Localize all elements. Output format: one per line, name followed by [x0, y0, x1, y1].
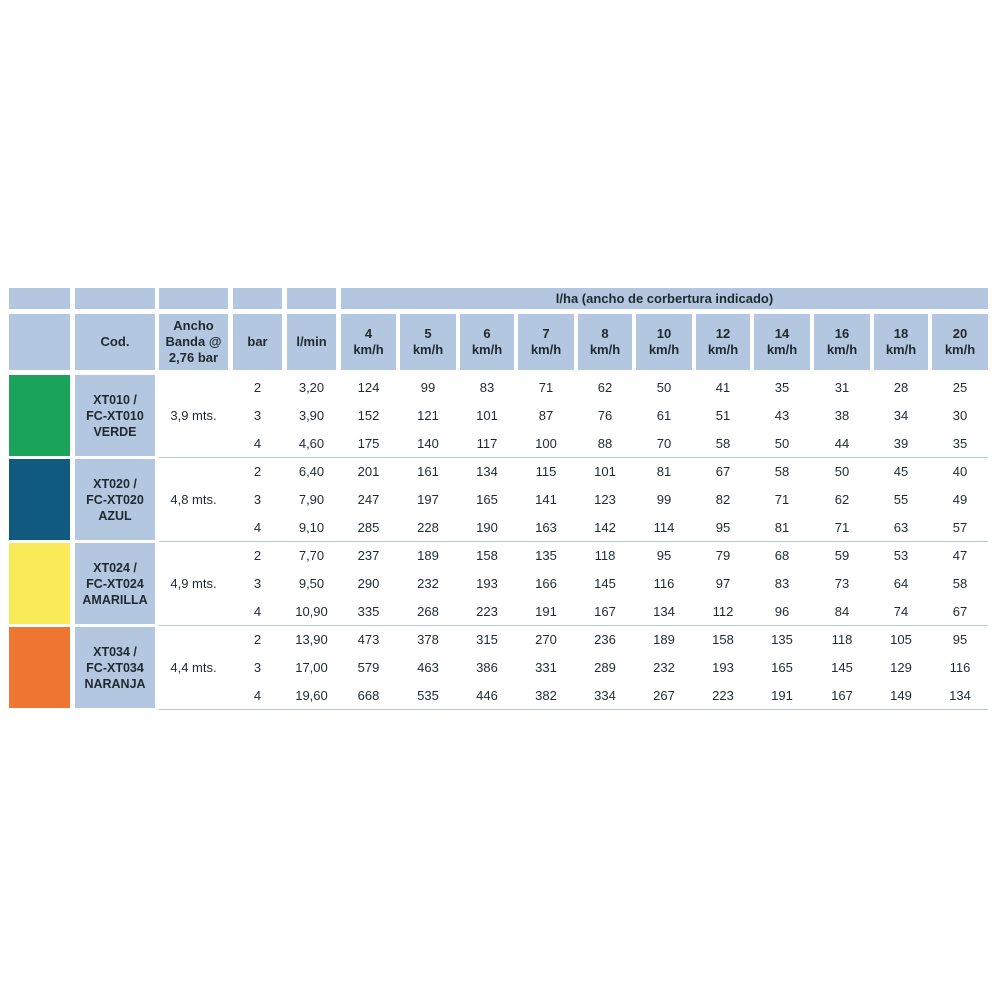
rate-value: 35	[952, 435, 968, 451]
rate-value: 38	[834, 407, 850, 423]
rate-value: 40	[952, 463, 968, 479]
band-width: 4,8 mts.	[170, 492, 217, 507]
rate-value: 58	[774, 463, 790, 479]
header-blank-cell	[287, 288, 336, 309]
color-swatch	[9, 375, 70, 456]
rate-value: 134	[476, 463, 498, 479]
rate-value: 191	[771, 687, 793, 703]
pressure-bar: 4	[253, 603, 262, 619]
rate-value: 247	[357, 491, 380, 507]
color-swatch	[9, 459, 70, 540]
rate-value: 232	[417, 575, 439, 591]
product-code: XT020 / FC-XT020 AZUL	[75, 459, 155, 540]
rate-value: 84	[834, 603, 850, 619]
header-speed: 5 km/h	[400, 314, 456, 370]
rate-value: 446	[476, 687, 498, 703]
pressure-bar: 2	[253, 631, 262, 647]
rate-value: 165	[771, 659, 793, 675]
group-separator	[159, 541, 988, 542]
rate-value: 175	[357, 435, 380, 451]
rate-value: 43	[774, 407, 790, 423]
rate-value: 116	[949, 659, 971, 675]
rate-value: 285	[357, 519, 380, 535]
pressure-bar: 4	[253, 687, 262, 703]
rate-value: 135	[771, 631, 793, 647]
flow-lmin: 3,90	[298, 407, 325, 423]
rate-value: 124	[357, 379, 380, 395]
rate-value: 118	[831, 631, 853, 647]
rate-value: 41	[715, 379, 731, 395]
header-width: Ancho Banda @ 2,76 bar	[159, 314, 228, 370]
rate-value: 290	[357, 575, 380, 591]
rate-value: 50	[656, 379, 672, 395]
rate-value: 76	[597, 407, 613, 423]
rate-value: 71	[834, 519, 850, 535]
rate-value: 223	[476, 603, 498, 619]
rate-value: 236	[594, 631, 616, 647]
rate-value: 28	[893, 379, 909, 395]
rate-value: 140	[417, 435, 439, 451]
header-speed: 14 km/h	[754, 314, 810, 370]
rate-value: 97	[715, 575, 731, 591]
flow-lmin: 3,20	[298, 379, 325, 395]
header-swatch-cell	[9, 314, 70, 370]
rate-value: 34	[893, 407, 909, 423]
rate-value: 134	[949, 687, 971, 703]
rate-value: 145	[831, 659, 853, 675]
rate-value: 50	[834, 463, 850, 479]
rate-value: 135	[535, 547, 557, 563]
flow-lmin: 7,70	[298, 547, 325, 563]
rate-value: 112	[712, 603, 734, 619]
rate-value: 116	[653, 575, 675, 591]
rate-value: 145	[594, 575, 616, 591]
rate-value: 99	[420, 379, 436, 395]
rate-value: 68	[774, 547, 790, 563]
rate-value: 191	[535, 603, 557, 619]
header-blank-cell	[9, 288, 70, 309]
band-width: 4,9 mts.	[170, 576, 217, 591]
rate-value: 197	[417, 491, 439, 507]
rate-value: 142	[594, 519, 616, 535]
rate-value: 99	[656, 491, 672, 507]
rate-value: 335	[357, 603, 380, 619]
rate-value: 53	[893, 547, 909, 563]
rate-value: 232	[653, 659, 675, 675]
rate-value: 161	[417, 463, 439, 479]
rate-value: 82	[715, 491, 731, 507]
rate-value: 67	[952, 603, 968, 619]
product-code: XT010 / FC-XT010 VERDE	[75, 375, 155, 456]
header-bar: bar	[233, 314, 282, 370]
pressure-bar: 2	[253, 463, 262, 479]
rate-value: 25	[952, 379, 968, 395]
group-separator	[159, 457, 988, 458]
group-header: l/ha (ancho de corbertura indicado)	[341, 288, 988, 309]
pressure-bar: 2	[253, 547, 262, 563]
rate-value: 88	[597, 435, 613, 451]
rate-value: 167	[594, 603, 616, 619]
header-speed: 20 km/h	[932, 314, 988, 370]
flow-lmin: 13,90	[295, 631, 328, 647]
rate-value: 71	[538, 379, 554, 395]
rate-value: 58	[715, 435, 731, 451]
rate-value: 58	[952, 575, 968, 591]
rate-value: 70	[656, 435, 672, 451]
rate-value: 55	[893, 491, 909, 507]
rate-value: 189	[653, 631, 675, 647]
header-speed: 12 km/h	[696, 314, 750, 370]
header-blank-cell	[233, 288, 282, 309]
rate-value: 44	[834, 435, 850, 451]
header-speed: 16 km/h	[814, 314, 870, 370]
header-speed: 7 km/h	[518, 314, 574, 370]
rate-value: 67	[715, 463, 731, 479]
flow-lmin: 9,10	[298, 519, 325, 535]
rate-value: 96	[774, 603, 790, 619]
rate-value: 463	[417, 659, 439, 675]
header-speed: 4 km/h	[341, 314, 396, 370]
rate-value: 334	[594, 687, 616, 703]
rate-value: 268	[417, 603, 439, 619]
rate-value: 59	[834, 547, 850, 563]
header-speed: 8 km/h	[578, 314, 632, 370]
flow-lmin: 17,00	[295, 659, 328, 675]
rate-value: 71	[774, 491, 790, 507]
header-flow: l/min	[287, 314, 336, 370]
rate-value: 101	[476, 407, 498, 423]
rate-value: 63	[893, 519, 909, 535]
flow-lmin: 6,40	[298, 463, 325, 479]
product-code: XT024 / FC-XT024 AMARILLA	[75, 543, 155, 624]
rate-value: 386	[476, 659, 498, 675]
rate-value: 31	[834, 379, 850, 395]
header-speed: 18 km/h	[874, 314, 928, 370]
rate-value: 83	[479, 379, 495, 395]
header-code: Cod.	[75, 314, 155, 370]
rate-value: 105	[890, 631, 912, 647]
rate-value: 134	[653, 603, 675, 619]
pressure-bar: 3	[253, 491, 262, 507]
rate-value: 118	[594, 547, 616, 563]
flow-lmin: 10,90	[295, 603, 328, 619]
rate-value: 228	[417, 519, 439, 535]
rate-value: 114	[653, 519, 675, 535]
pressure-bar: 2	[253, 379, 262, 395]
rate-value: 117	[476, 435, 498, 451]
rate-value: 79	[715, 547, 731, 563]
rate-value: 73	[834, 575, 850, 591]
rate-value: 100	[535, 435, 557, 451]
rate-value: 382	[535, 687, 557, 703]
rate-value: 81	[656, 463, 672, 479]
rate-value: 535	[417, 687, 439, 703]
rate-value: 315	[476, 631, 498, 647]
rate-value: 74	[893, 603, 909, 619]
rate-value: 223	[712, 687, 734, 703]
rate-value: 49	[952, 491, 968, 507]
rate-value: 289	[594, 659, 616, 675]
rate-value: 95	[715, 519, 731, 535]
rate-value: 50	[774, 435, 790, 451]
rate-value: 237	[357, 547, 380, 563]
rate-value: 190	[476, 519, 498, 535]
rate-value: 47	[952, 547, 968, 563]
flow-lmin: 19,60	[295, 687, 328, 703]
header-blank-cell	[75, 288, 155, 309]
group-separator	[159, 709, 988, 710]
rate-value: 378	[417, 631, 439, 647]
rate-value: 87	[538, 407, 554, 423]
nozzle-flow-table	[9, 288, 988, 710]
rate-value: 158	[712, 631, 734, 647]
header-speed: 10 km/h	[636, 314, 692, 370]
rate-value: 267	[653, 687, 675, 703]
rate-value: 30	[952, 407, 968, 423]
rate-value: 95	[656, 547, 672, 563]
rate-value: 165	[476, 491, 498, 507]
rate-value: 201	[357, 463, 380, 479]
rate-value: 193	[712, 659, 734, 675]
rate-value: 270	[535, 631, 557, 647]
band-width: 3,9 mts.	[170, 408, 217, 423]
rate-value: 95	[952, 631, 968, 647]
pressure-bar: 3	[253, 575, 262, 591]
pressure-bar: 3	[253, 659, 262, 675]
rate-value: 668	[357, 687, 380, 703]
product-code: XT034 / FC-XT034 NARANJA	[75, 627, 155, 708]
rate-value: 39	[893, 435, 909, 451]
rate-value: 331	[535, 659, 557, 675]
rate-value: 64	[893, 575, 909, 591]
rate-value: 123	[594, 491, 616, 507]
rate-value: 121	[417, 407, 439, 423]
header-blank-cell	[159, 288, 228, 309]
rate-value: 189	[417, 547, 439, 563]
pressure-bar: 3	[253, 407, 262, 423]
rate-value: 167	[831, 687, 853, 703]
rate-value: 57	[952, 519, 968, 535]
rate-value: 579	[357, 659, 380, 675]
rate-value: 101	[594, 463, 616, 479]
rate-value: 35	[774, 379, 790, 395]
rate-value: 152	[357, 407, 380, 423]
rate-value: 193	[476, 575, 498, 591]
pressure-bar: 4	[253, 519, 262, 535]
flow-lmin: 9,50	[298, 575, 325, 591]
rate-value: 163	[535, 519, 557, 535]
color-swatch	[9, 627, 70, 708]
group-separator	[159, 625, 988, 626]
rate-value: 45	[893, 463, 909, 479]
rate-value: 51	[715, 407, 731, 423]
rate-value: 81	[774, 519, 790, 535]
flow-lmin: 4,60	[298, 435, 325, 451]
rate-value: 149	[890, 687, 912, 703]
rate-value: 62	[834, 491, 850, 507]
pressure-bar: 4	[253, 435, 262, 451]
rate-value: 473	[357, 631, 380, 647]
rate-value: 62	[597, 379, 613, 395]
flow-lmin: 7,90	[298, 491, 325, 507]
rate-value: 158	[476, 547, 498, 563]
color-swatch	[9, 543, 70, 624]
rate-value: 115	[535, 463, 557, 479]
rate-value: 83	[774, 575, 790, 591]
rate-value: 61	[656, 407, 672, 423]
header-speed: 6 km/h	[460, 314, 514, 370]
rate-value: 129	[890, 659, 912, 675]
rate-value: 141	[535, 491, 557, 507]
band-width: 4,4 mts.	[170, 660, 217, 675]
rate-value: 166	[535, 575, 557, 591]
